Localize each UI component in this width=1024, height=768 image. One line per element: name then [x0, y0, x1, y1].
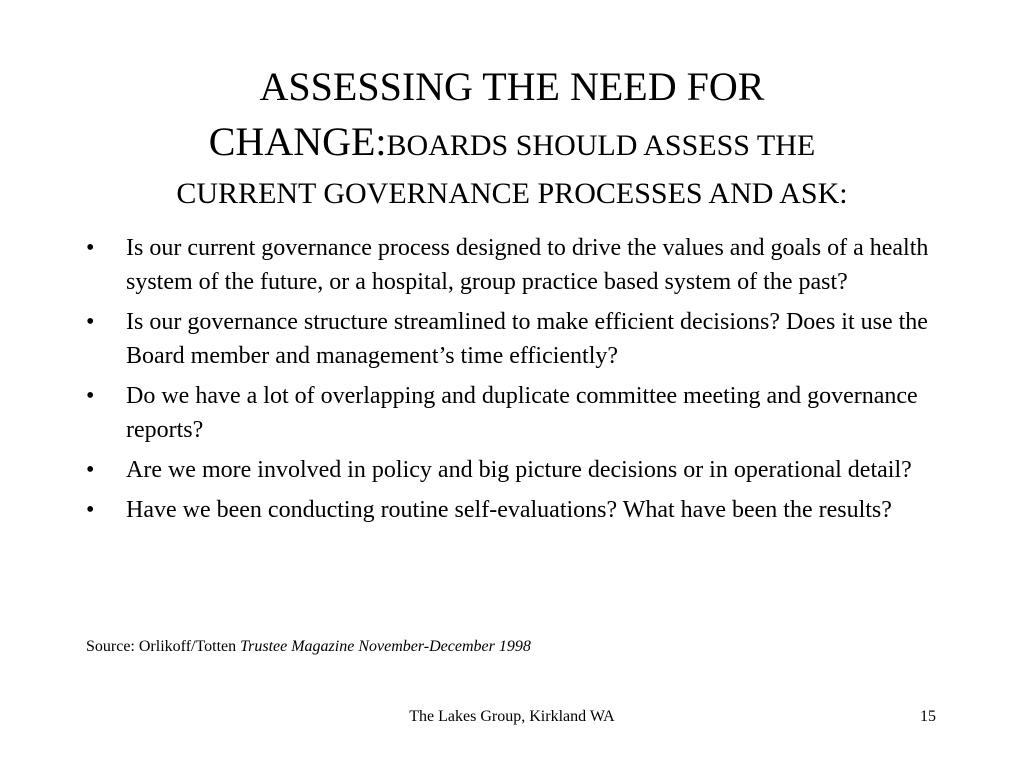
- bullet-icon: •: [86, 497, 95, 523]
- bullet-icon: •: [86, 457, 95, 483]
- title-line-2-big: CHANGE:: [208, 119, 387, 164]
- bullet-item: [86, 231, 936, 299]
- bullet-text: Have we been conducting routine self-evaluations? What have been the results?: [126, 497, 892, 523]
- bullet-icon: •: [86, 309, 95, 335]
- title-line-2-small: BOARDS SHOULD ASSESS THE: [386, 129, 816, 162]
- source-citation: [86, 637, 531, 657]
- source-publication: Trustee Magazine November-December 1998: [240, 638, 531, 655]
- bullet-text: Is our current governance process designed to drive the values and goals of a health system of the future, or a hospital, group practice based system of the past?: [126, 235, 929, 295]
- bullet-item: [86, 305, 936, 373]
- bullet-text: Do we have a lot of overlapping and duplicate committee meeting and governance reports?: [126, 383, 918, 443]
- bullet-icon: •: [86, 235, 95, 261]
- source-label: Source: Orlikoff/Totten: [86, 638, 241, 655]
- title-line-1: ASSESSING THE NEED FOR: [259, 64, 765, 109]
- bullet-item: [86, 379, 936, 447]
- bullet-list: [86, 231, 936, 533]
- title-line-3: CURRENT GOVERNANCE PROCESSES AND ASK:: [176, 177, 848, 210]
- bullet-item: [86, 453, 936, 487]
- page-number: 15: [920, 708, 936, 725]
- bullet-item: [86, 493, 936, 527]
- bullet-text: Is our governance structure streamlined to make efficient decisions? Does it use the Board member and management’s time efficiently?: [126, 309, 928, 369]
- bullet-text: Are we more involved in policy and big picture decisions or in operational detail?: [126, 457, 912, 483]
- footer-text: The Lakes Group, Kirkland WA: [409, 708, 615, 725]
- slide-title: [100, 64, 924, 214]
- bullet-icon: •: [86, 383, 95, 409]
